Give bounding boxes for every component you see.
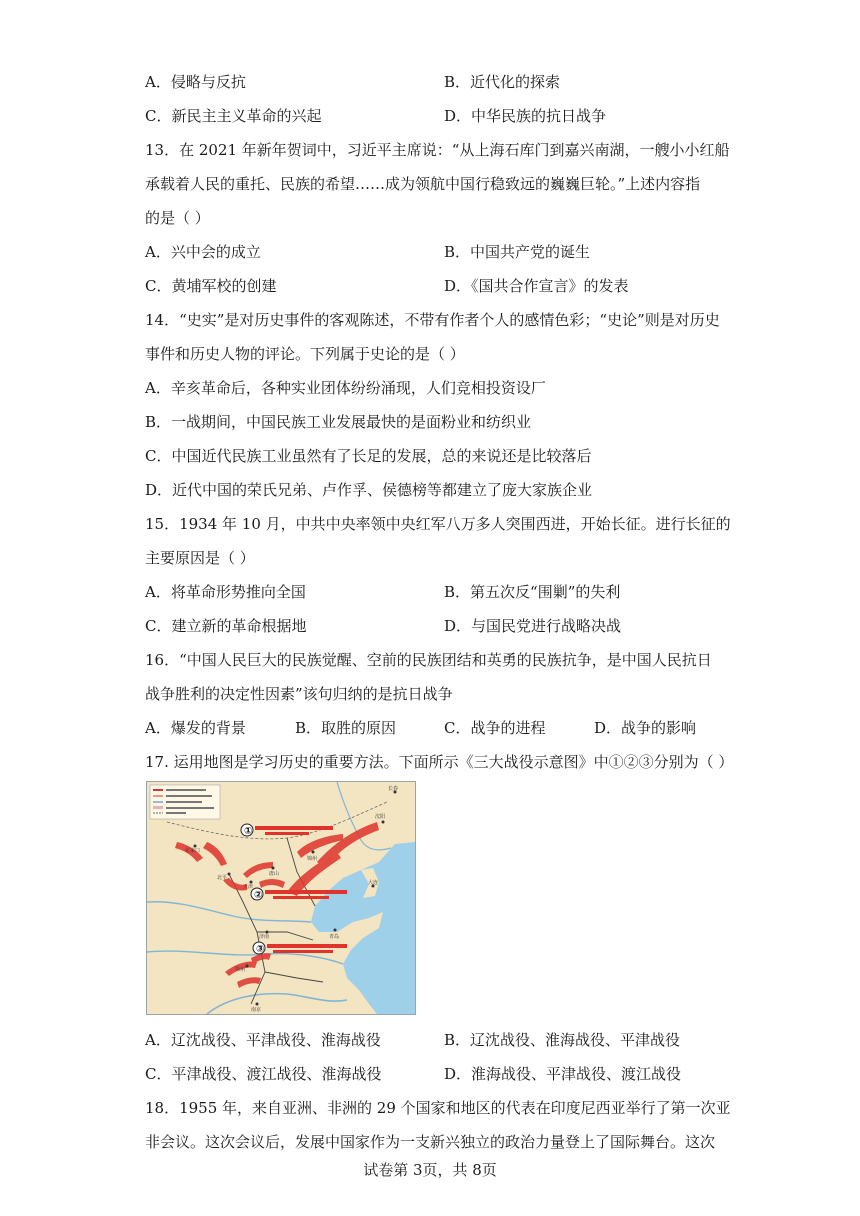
q17-option-d: D．淮海战役、平津战役、渡江战役 <box>444 1065 682 1083</box>
q17-option-a: A．辽沈战役、平津战役、淮海战役 <box>145 1031 381 1049</box>
q13-option-b: B．中国共产党的诞生 <box>444 243 591 261</box>
q16-option-c: C．战争的进程 <box>444 719 546 737</box>
q16-stem-line1: 16．“中国人民巨大的民族觉醒、空前的民族团结和英勇的民族抗争，是中国人民抗日 <box>145 651 712 669</box>
q17-option-b: B．辽沈战役、淮海战役、平津战役 <box>444 1031 681 1049</box>
city-jinan: 济南 <box>259 934 270 940</box>
city-changchun: 长春 <box>388 786 399 792</box>
q13-stem-line2: 承载着人民的重托、民族的希望……成为领航中国行稳致远的巍巍巨轮。”上述内容指 <box>145 175 701 193</box>
q16-option-b: B．取胜的原因 <box>295 719 397 737</box>
q17-option-c: C．平津战役、渡江战役、淮海战役 <box>145 1065 382 1083</box>
city-qingdao: 青岛 <box>329 934 340 940</box>
city-dalian: 大连 <box>368 880 379 886</box>
map-marker-3: ③ <box>256 944 265 955</box>
q15-option-d: D．与国民党进行战略决战 <box>444 617 622 635</box>
city-zhangjiakou: 张家口 <box>185 848 201 854</box>
q16-option-d: D．战争的影响 <box>594 719 697 737</box>
q15-option-c: C．建立新的革命根据地 <box>145 617 307 635</box>
q12-option-d: D．中华民族的抗日战争 <box>444 107 607 125</box>
city-nanjing: 南京 <box>251 1007 262 1013</box>
city-xuzhou: 徐州 <box>235 967 246 973</box>
city-tianjin: 天津 <box>243 884 254 890</box>
q15-option-b: B．第五次反“围剿”的失利 <box>444 583 621 601</box>
q13-stem-line1: 13．在 2021 年新年贺词中，习近平主席说：“从上海石库门到嘉兴南湖，一艘小小红船 <box>145 141 730 159</box>
page-footer: 试卷第 3页，共 8页 <box>363 1161 497 1179</box>
q18-stem-line2: 非会议。这次会议后，发展中国家作为一支新兴独立的政治力量登上了国际舞台。这次 <box>145 1133 716 1151</box>
q14-option-d: D．近代中国的荣氏兄弟、卢作孚、侯德榜等都建立了庞大家族企业 <box>145 481 593 499</box>
q18-stem-line1: 18．1955 年，来自亚洲、非洲的 29 个国家和地区的代表在印度尼西亚举行了第一次亚 <box>145 1099 731 1117</box>
q17-stem: 17. 运用地图是学习历史的重要方法。下面所示《三大战役示意图》中①②③分别为（ ） <box>145 753 734 771</box>
map-marker-2: ② <box>254 890 263 901</box>
q13-stem-line3: 的是（ ） <box>145 209 210 227</box>
q14-option-c: C．中国近代民族工业虽然有了长足的发展，总的来说还是比较落后 <box>145 447 592 465</box>
city-shenyang: 沈阳 <box>375 814 386 820</box>
q15-option-a: A．将革命形势推向全国 <box>145 583 306 601</box>
q12-option-b: B．近代化的探索 <box>444 73 561 91</box>
q14-option-b: B．一战期间，中国民族工业发展最快的是面粉业和纺织业 <box>145 413 532 431</box>
city-jinzhou: 锦州 <box>307 856 318 862</box>
q14-stem-line2: 事件和历史人物的评论。下列属于史论的是（ ） <box>145 345 465 363</box>
q15-stem-line1: 15．1934 年 10 月，中共中央率领中央红军八万多人突围西进，开始长征。进行长征的 <box>145 515 731 533</box>
city-tangshan: 唐山 <box>269 871 280 877</box>
map-marker-1: ① <box>244 826 253 837</box>
q12-option-a: A．侵略与反抗 <box>145 73 246 91</box>
q15-stem-line2: 主要原因是（ ） <box>145 549 255 567</box>
q14-stem-line1: 14．“史实”是对历史事件的客观陈述，不带有作者个人的感情色彩；“史论”则是对历史 <box>145 311 720 329</box>
q14-option-a: A．辛亥革命后，各种实业团体纷纷涌现，人们竞相投资设厂 <box>145 379 546 397</box>
q16-option-a: A．爆发的背景 <box>145 719 246 737</box>
city-beiping: 北平 <box>217 875 228 881</box>
q13-option-a: A．兴中会的成立 <box>145 243 261 261</box>
map-figure <box>147 782 415 1014</box>
three-campaigns-map <box>146 781 416 1015</box>
q13-option-d: D．《国共合作宣言》的发表 <box>444 277 629 295</box>
q13-option-c: C．黄埔军校的创建 <box>145 277 277 295</box>
q16-stem-line2: 战争胜利的决定性因素”该句归纳的是抗日战争 <box>145 685 453 703</box>
q12-option-c: C．新民主主义革命的兴起 <box>145 107 322 125</box>
